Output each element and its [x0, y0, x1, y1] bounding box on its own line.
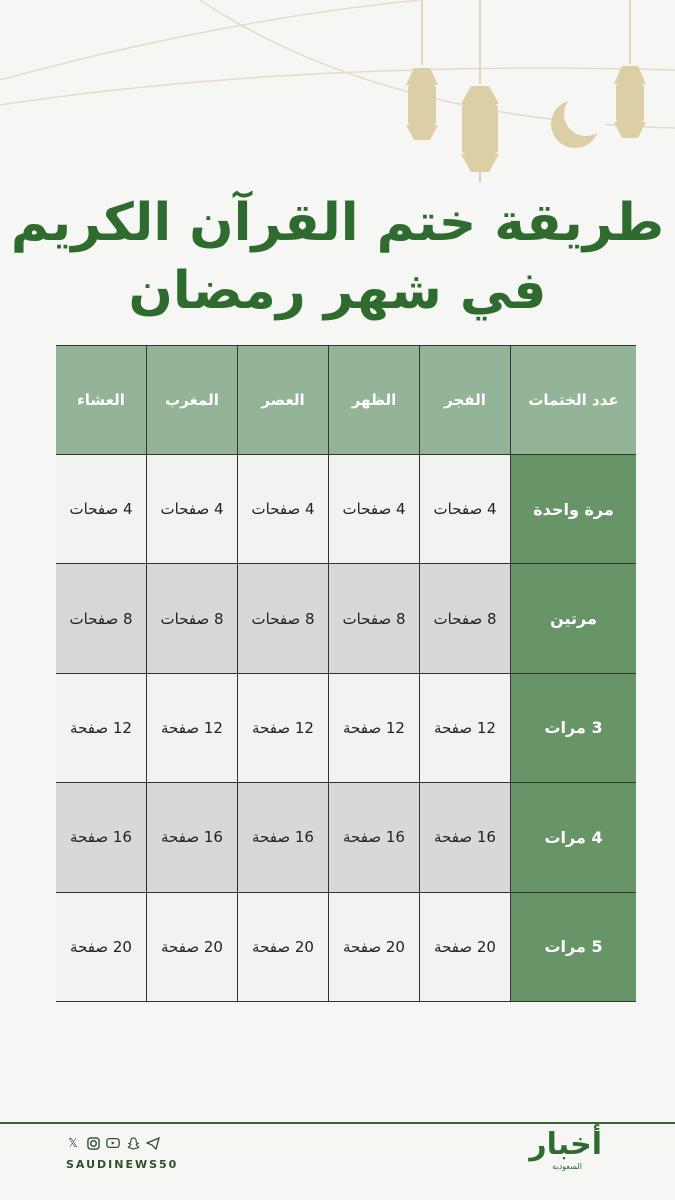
- instagram-icon[interactable]: [86, 1136, 100, 1150]
- row-label: 3 مرات: [511, 674, 636, 783]
- table-cell: 4 صفحات: [420, 455, 511, 564]
- logo-sub-text: السعودية: [552, 1162, 582, 1171]
- table-cell: 16 صفحة: [329, 783, 420, 892]
- row-label: مرة واحدة: [511, 455, 636, 564]
- social-icons: [66, 1136, 160, 1150]
- table-header-dhuhr: الظهر: [329, 346, 420, 455]
- table-cell: 4 صفحات: [147, 455, 238, 564]
- snapchat-icon[interactable]: [126, 1136, 140, 1150]
- page-title: طريقة ختم القرآن الكريم: [10, 193, 665, 253]
- logo-main-text: أخبار: [529, 1127, 602, 1162]
- table-cell: 8 صفحات: [329, 564, 420, 673]
- social-handle: SAUDINEWS50: [66, 1158, 179, 1171]
- table-cell: 12 صفحة: [56, 674, 147, 783]
- table-cell: 16 صفحة: [420, 783, 511, 892]
- table-cell: 8 صفحات: [56, 564, 147, 673]
- table-cell: 12 صفحة: [238, 674, 329, 783]
- table-cell: 16 صفحة: [147, 783, 238, 892]
- table-cell: 12 صفحة: [147, 674, 238, 783]
- table-cell: 16 صفحة: [56, 783, 147, 892]
- table-cell: 4 صفحات: [329, 455, 420, 564]
- table-cell: 20 صفحة: [238, 893, 329, 1002]
- table-header-isha: العشاء: [56, 346, 147, 455]
- table-header-asr: العصر: [238, 346, 329, 455]
- ramadan-decoration: [0, 0, 675, 200]
- table-cell: 8 صفحات: [147, 564, 238, 673]
- row-label: 4 مرات: [511, 783, 636, 892]
- table-header-fajr: الفجر: [420, 346, 511, 455]
- youtube-icon[interactable]: [106, 1136, 120, 1150]
- khatm-schedule-table: [56, 345, 636, 1001]
- table-header-maghrib: المغرب: [147, 346, 238, 455]
- lantern-icon: [461, 0, 499, 182]
- table-cell: 4 صفحات: [56, 455, 147, 564]
- telegram-icon[interactable]: [146, 1136, 160, 1150]
- table-cell: 20 صفحة: [420, 893, 511, 1002]
- table-cell: 20 صفحة: [329, 893, 420, 1002]
- footer-divider: [0, 1122, 675, 1124]
- page-subtitle: في شهر رمضان: [128, 261, 547, 321]
- table-cell: 20 صفحة: [56, 893, 147, 1002]
- table-cell: 4 صفحات: [238, 455, 329, 564]
- table-cell: 12 صفحة: [329, 674, 420, 783]
- table-cell: 8 صفحات: [420, 564, 511, 673]
- row-label: 5 مرات: [511, 893, 636, 1002]
- table-header-khatmat: عدد الختمات: [511, 346, 636, 455]
- saudi-news-logo: [529, 1127, 602, 1176]
- table-cell: 20 صفحة: [147, 893, 238, 1002]
- row-label: مرتين: [511, 564, 636, 673]
- table-cell: 8 صفحات: [238, 564, 329, 673]
- table-cell: 12 صفحة: [420, 674, 511, 783]
- crescent-icon: [551, 92, 608, 148]
- x-icon[interactable]: 𝕏: [68, 1136, 78, 1150]
- table-cell: 16 صفحة: [238, 783, 329, 892]
